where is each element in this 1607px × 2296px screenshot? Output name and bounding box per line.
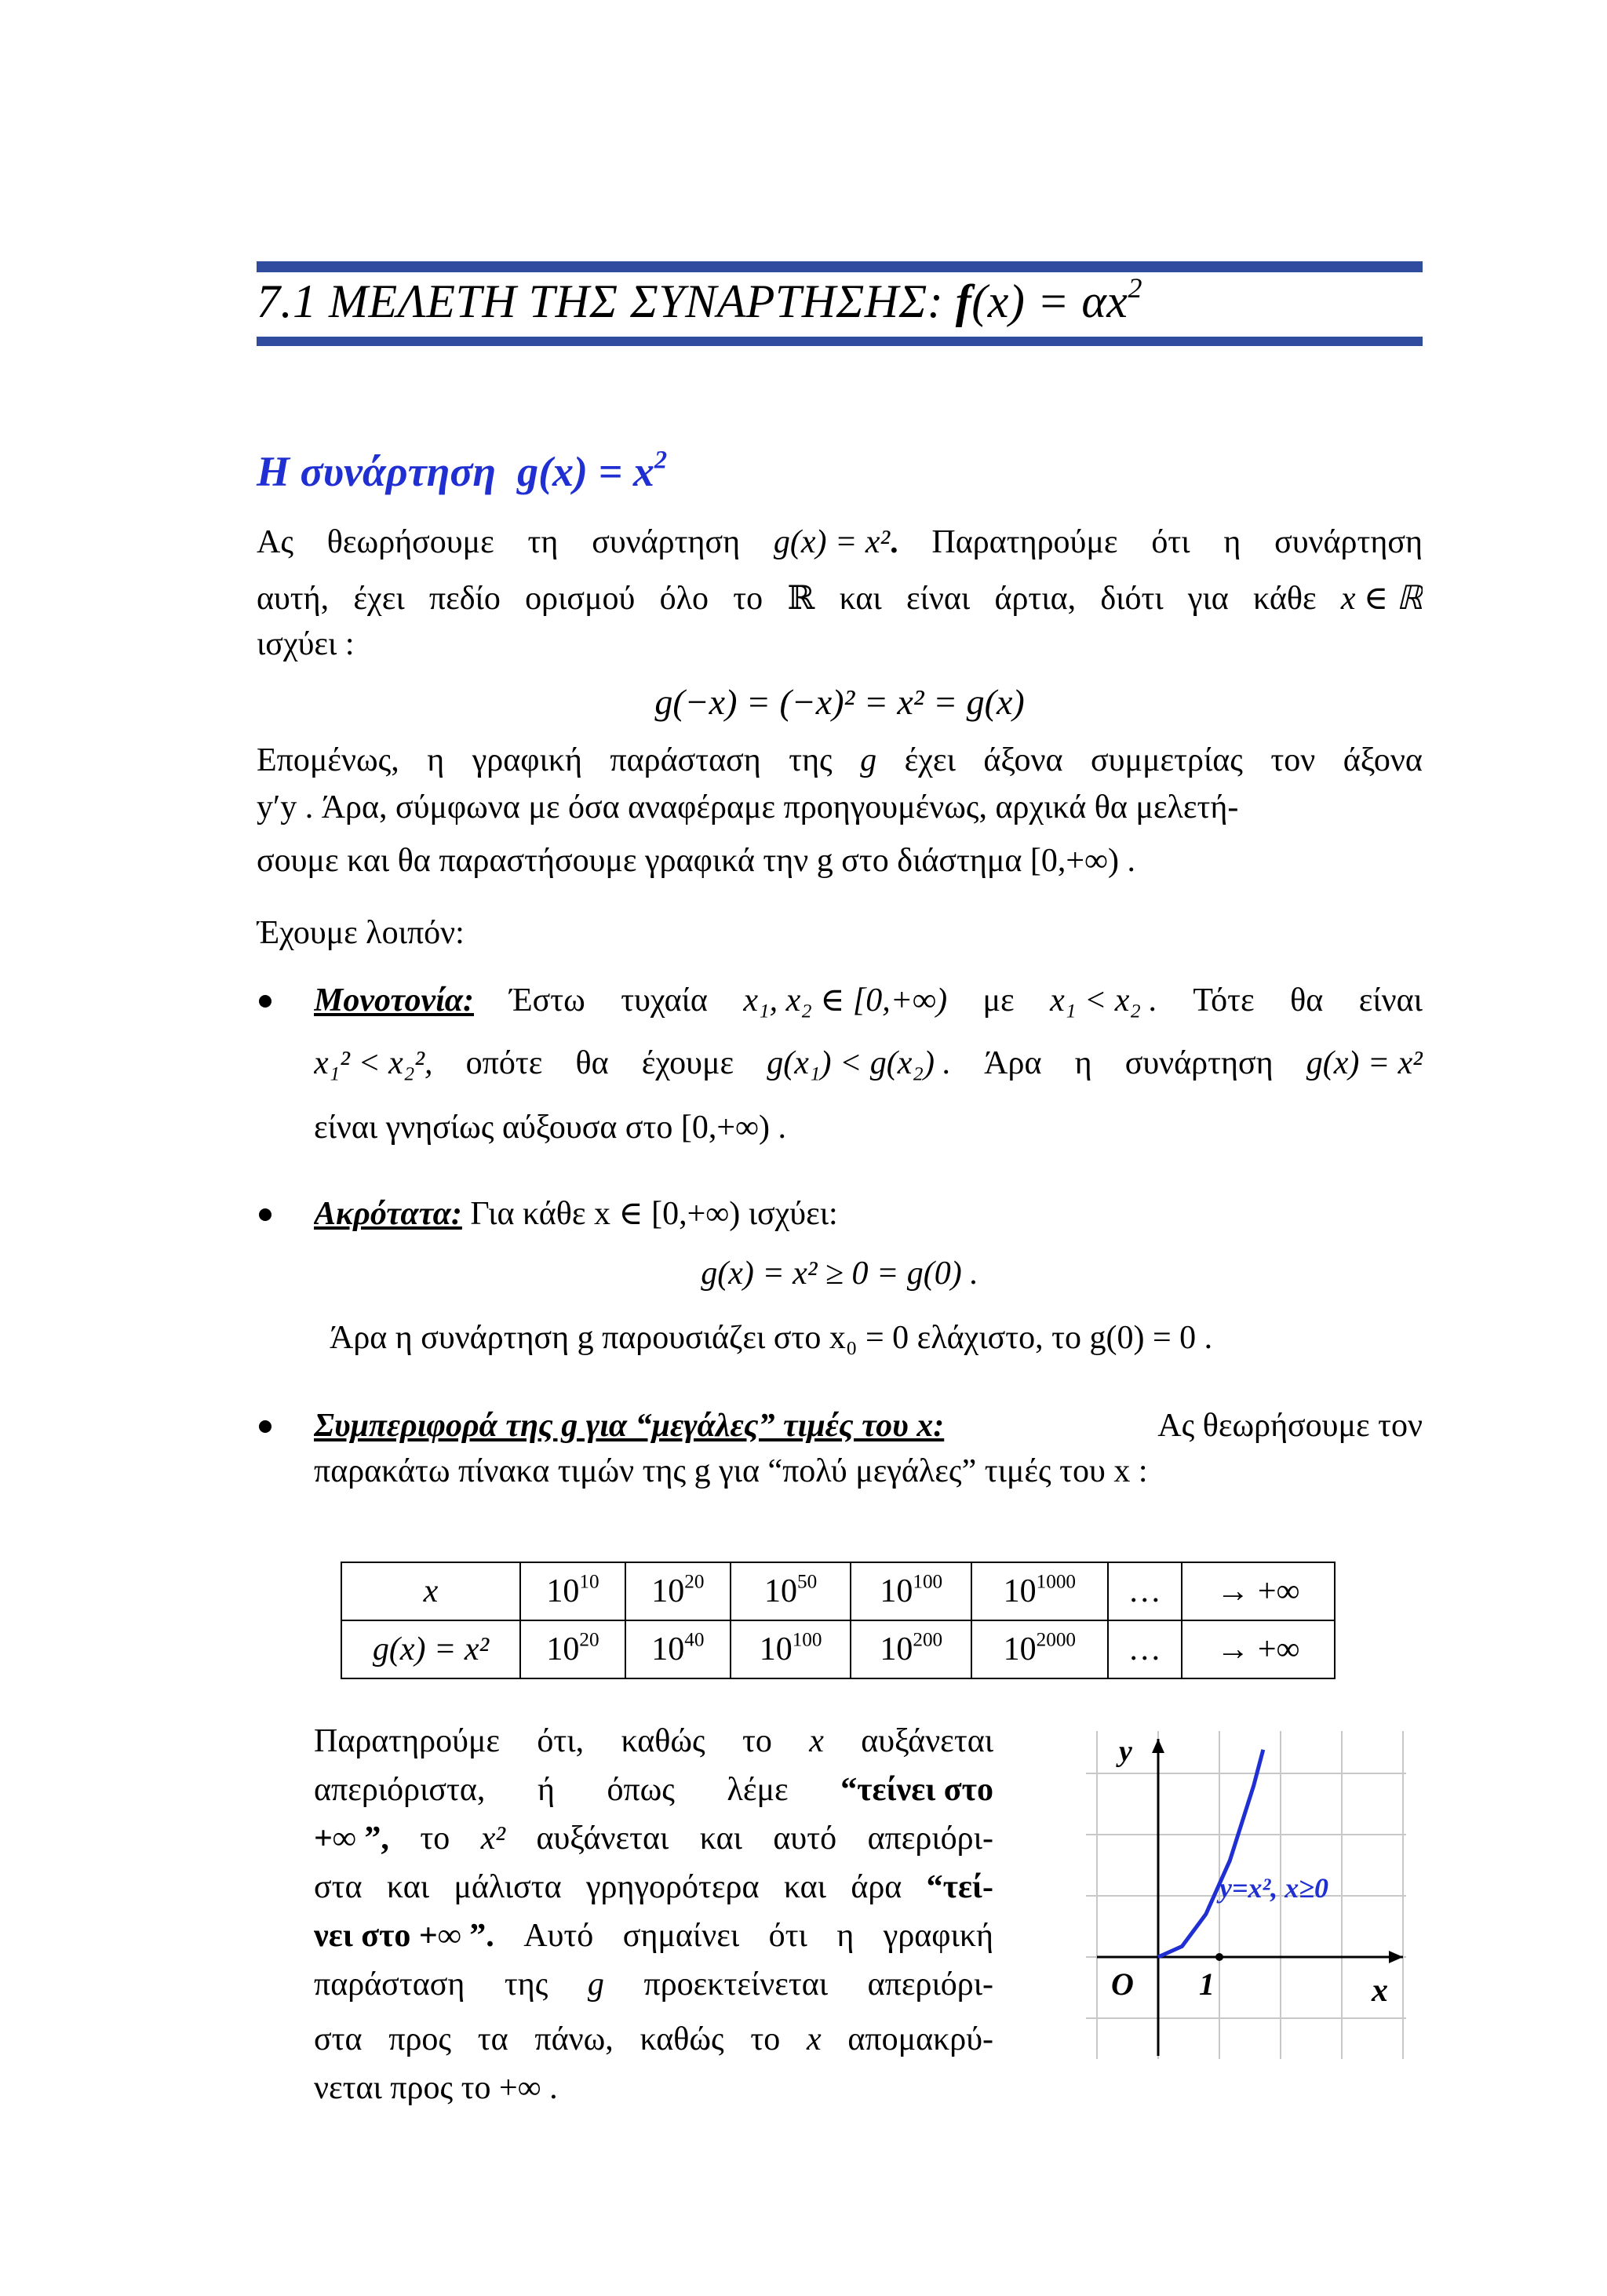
word: Άρα [984,1045,1042,1081]
power-exponent: 40 [684,1629,705,1651]
table-cell: g(x) = x² [341,1620,520,1678]
math-inline: g(x) = x² [773,524,891,560]
word: και [699,1820,742,1857]
word: θα [575,1045,609,1081]
intro-line-7: Έχουμε λοιπόν: [257,915,465,951]
word: “τεί- [926,1869,993,1905]
math-inline: g(x) = x² [1306,1045,1423,1081]
word: απεριόρι- [867,1820,993,1857]
power-exponent: 2000 [1036,1629,1077,1651]
power-exponent: 20 [579,1629,599,1651]
word: Παρατηρούμε [931,524,1118,560]
math-inline: x₁ < x₂ . [1050,982,1157,1019]
word: παράσταση [314,1966,465,2003]
section-title-text: Η συνάρτηση [257,448,497,495]
word: ότι [768,1918,807,1954]
table-cell: … [1108,1562,1182,1620]
power-exponent: 200 [913,1629,943,1651]
power-base: 10 [880,1573,913,1609]
power-base: 10 [546,1631,580,1667]
word: συνάρτηση [1124,1045,1274,1081]
behavior-line-2: παρακάτω πίνακα τιμών της g για “πολύ μεγάλες” τιμές του x : [314,1453,1148,1489]
word: προεκτείνεται [643,1966,829,2003]
word: το [733,581,763,617]
power-exponent: 100 [913,1571,943,1593]
word: απεριόριστα, [314,1772,486,1808]
word: Τότε [1193,982,1255,1019]
word: άρα [851,1869,902,1905]
closing-line-5 [314,1913,993,1959]
word: της [789,742,833,778]
word: μάλιστα [454,1869,562,1905]
table-cell: … [1108,1620,1182,1678]
table-row [341,1562,1335,1620]
header-rule-bottom [257,337,1423,346]
extrema-heading: Ακρότατα: [314,1196,462,1232]
word: και [783,1869,826,1905]
chapter-title [257,272,1142,329]
extrema-conclusion: Άρα η συνάρτηση g παρουσιάζει στο x₀ = 0 ελάχιστο, το g(0) = 0 . [330,1320,1213,1356]
word: αυξάνεται [536,1820,669,1857]
word: η [836,1918,855,1954]
intro-line-1 [257,519,1423,565]
word: γραφική [883,1918,993,1954]
table-cell [625,1562,731,1620]
table-cell [971,1562,1107,1620]
closing-line-8: νεται προς το +∞ . [314,2070,558,2106]
behavior-line-1 [314,1403,1423,1449]
power-base: 10 [651,1631,685,1667]
tick-mark-1 [1215,1953,1223,1961]
word: άξονα [1343,742,1423,778]
chapter-title-text: 7.1 ΜΕΛΕΤΗ ΤΗΣ ΣΥΝΑΡΤΗΣΗΣ: [257,275,944,327]
table-cell [971,1620,1107,1678]
intro-line-6: σουμε και θα παραστήσουμε γραφικά την g στο διάστημα [0,+∞) . [257,843,1135,879]
table-cell [520,1562,625,1620]
power-base: 10 [759,1631,793,1667]
math-inline: x ∈ ℝ [1340,581,1423,617]
word: το [742,1723,772,1759]
y-axis-arrow-icon [1152,1739,1164,1753]
power-base: 10 [546,1573,580,1609]
word: έχει [353,581,405,617]
chapter-formula: (x) = αx [971,275,1128,327]
power-base: 10 [880,1631,913,1667]
chapter-formula-f: f [955,275,972,327]
word: διότι [1100,581,1164,617]
power-exponent: 20 [684,1571,705,1593]
intro-line-3: ισχύει : [257,626,355,662]
word: είναι [1358,982,1423,1019]
power-exponent: 10 [579,1571,599,1593]
closing-line-2 [314,1767,993,1813]
closing-line-6 [314,1962,993,2007]
word: στα [314,2021,363,2057]
power-exponent: 1000 [1036,1571,1077,1593]
math-inline: x₁² < x₂², [314,1045,433,1081]
parabola-curve [1158,1750,1263,1957]
behavior-text: Ας θεωρήσουμε τον [1157,1408,1423,1444]
power-base: 10 [1003,1573,1037,1609]
word: με [982,982,1015,1019]
table-cell [851,1620,971,1678]
word: συνάρτηση [592,524,741,560]
word: Παρατηρούμε [314,1723,501,1759]
word: γρηγορότερα [585,1869,760,1905]
section-formula: g(x) = x [517,448,654,495]
word: άξονα [983,742,1063,778]
monotonicity-heading: Μονοτονία: [314,982,474,1019]
word: αυξάνεται [861,1723,993,1759]
word: ορισμού [525,581,636,617]
word: +∞ ”, [314,1820,389,1857]
word: πάνω, [534,2021,614,2057]
symmetry-equation: g(−x) = (−x)² = x² = g(x) [654,682,1025,722]
word: στα [314,1869,363,1905]
word: νει στο +∞ ”. [314,1918,494,1954]
math-inline: x [806,2021,822,2057]
word: Επομένως, [257,742,399,778]
word: ότι [1151,524,1190,560]
word: η [1074,1045,1092,1081]
monotonicity-line-2 [314,1040,1423,1086]
bullet-icon [259,995,271,1008]
closing-line-3 [314,1816,993,1861]
header-rule-top [257,261,1423,272]
power-base: 10 [1003,1631,1037,1667]
word: της [504,1966,548,2003]
table-cell [625,1620,731,1678]
word: το [750,2021,781,2057]
word: . [890,524,898,560]
table-cell: → +∞ [1182,1620,1335,1678]
closing-line-1 [314,1718,993,1764]
word: αυτό [773,1820,837,1857]
word: έχει [904,742,956,778]
math-inline: x [809,1723,824,1759]
table-cell [731,1562,851,1620]
closing-line-4 [314,1864,993,1910]
power-exponent: 100 [792,1629,822,1651]
word: λέμε [727,1772,789,1808]
word: τυχαία [621,982,708,1019]
table-row [341,1620,1335,1678]
extrema-equation: g(x) = x² ≥ 0 = g(0) . [701,1256,978,1292]
math-inline: g [860,742,877,778]
word: σημαίνει [622,1918,740,1954]
word: Έστω [509,982,585,1019]
word: θεωρήσουμε [326,524,494,560]
section-title [257,447,667,496]
math-inline: g [587,1966,604,2003]
behavior-heading: Συμπεριφορά της g για “μεγάλες” τιμές του x: [314,1408,945,1444]
word: απεριόρι- [867,1966,993,2003]
tick-label: 1 [1199,1966,1215,2002]
word: “τείνει στο [840,1772,993,1808]
word: θα [1290,982,1324,1019]
values-table [341,1562,1336,1679]
word: πεδίο [428,581,501,617]
word: η [427,742,445,778]
word: παράσταση [610,742,761,778]
table-cell [851,1562,971,1620]
closing-line-7 [314,2017,993,2062]
word: Ας [257,524,293,560]
word: έχουμε [641,1045,734,1081]
parabola-graph [1081,1726,1411,2064]
power-exponent: 50 [796,1571,818,1593]
section-formula-exponent: 2 [654,446,668,475]
power-base: 10 [651,1573,685,1609]
word: τα [477,2021,508,2057]
bullet-icon [259,1420,271,1433]
intro-line-2 [257,576,1423,621]
word: και [839,581,882,617]
table-cell [520,1620,625,1678]
table-cell [731,1620,851,1678]
table-cell: → +∞ [1182,1562,1335,1620]
x-axis-arrow-icon [1389,1951,1403,1963]
bullet-icon [259,1208,271,1221]
word: προς [388,2021,452,2057]
real-numbers-symbol: ℝ [787,581,815,617]
word: απομακρύ- [847,2021,993,2057]
table-cell: x [341,1562,520,1620]
word: άρτια, [994,581,1077,617]
word: καθώς [621,1723,705,1759]
monotonicity-line-1 [314,978,1423,1023]
word: αυτή, [257,581,330,617]
x-axis-label: x [1372,1973,1388,2009]
word: κάθε [1253,581,1317,617]
intro-line-4 [257,738,1423,783]
word: ότι, [537,1723,585,1759]
word: η [1223,524,1241,560]
power-base: 10 [763,1573,797,1609]
word: και [386,1869,430,1905]
word: το [420,1820,450,1857]
math-inline: x² [480,1820,505,1857]
extrema-text: Για κάθε x ∈ [0,+∞) ισχύει: [470,1196,838,1232]
word: για [1187,581,1229,617]
curve-label: y=x², x≥0 [1219,1872,1329,1904]
word: τη [527,524,559,560]
word: όπως [607,1772,675,1808]
word: συνάρτηση [1274,524,1423,560]
word: οπότε [465,1045,543,1081]
word: όλο [659,581,709,617]
word: τον [1270,742,1316,778]
intro-line-5: y′y . Άρα, σύμφωνα με όσα αναφέραμε προηγουμένως, αρχικά θα μελετή- [257,789,1239,825]
origin-label: O [1111,1966,1134,2002]
chapter-formula-exponent: 2 [1128,272,1142,304]
word: ή [537,1772,555,1808]
word: Αυτό [523,1918,594,1954]
monotonicity-line-3: είναι γνησίως αύξουσα στο [0,+∞) . [314,1110,786,1146]
word: καθώς [640,2021,724,2057]
word: είναι [906,581,971,617]
extrema-line-1 [314,1191,1423,1237]
math-inline: x₁, x₂ ∈ [0,+∞) [743,982,948,1019]
word: γραφική [472,742,582,778]
y-axis-label: y [1119,1735,1132,1768]
math-inline: g(x₁) < g(x₂) . [767,1045,952,1081]
word: συμμετρίας [1091,742,1243,778]
